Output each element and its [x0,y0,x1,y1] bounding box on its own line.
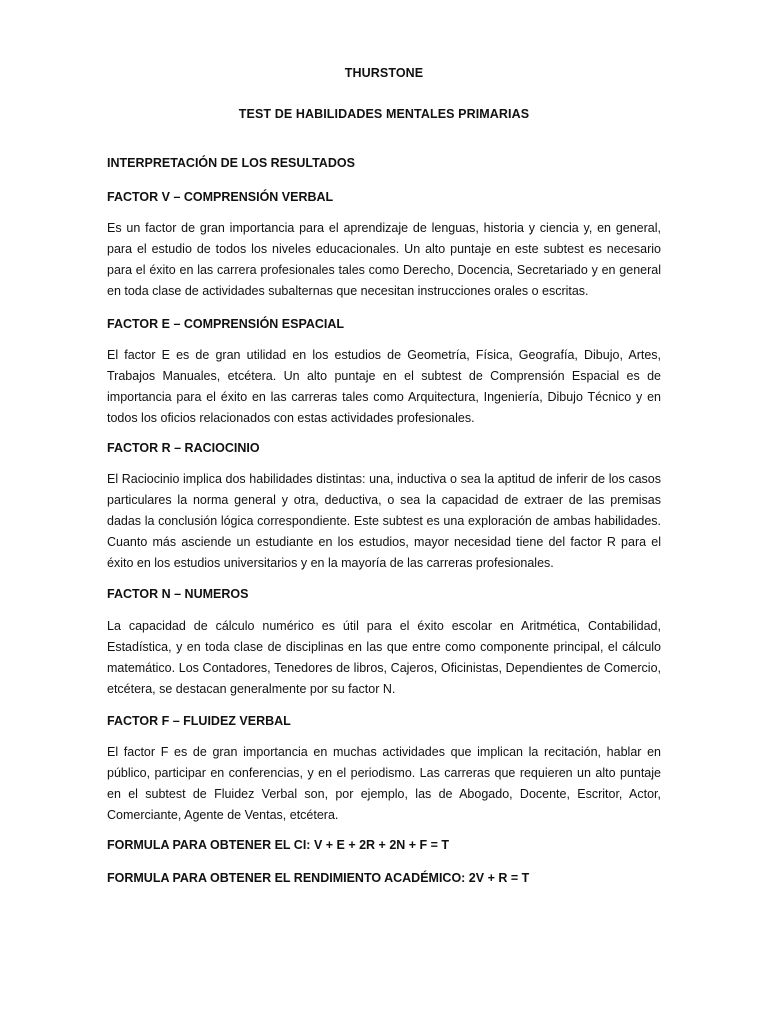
paragraph-line: Es un factor de gran importancia para el aprendizaje de lenguas, historia y ciencia y, en general, [107,221,661,235]
formula-rendimiento: FORMULA PARA OBTENER EL RENDIMIENTO ACADÉMICO: 2V + R = T [107,871,530,885]
factor-f-paragraph [107,742,661,826]
factor-n-heading: FACTOR N – NUMEROS [107,587,249,601]
paragraph-line: El Raciocinio implica dos habilidades distintas: una, inductiva o sea la aptitud de inferir de los casos [107,472,661,486]
formula-ci: FORMULA PARA OBTENER EL CI: V + E + 2R + 2N + F = T [107,838,450,852]
factor-n-paragraph [107,616,661,700]
paragraph-line: El factor F es de gran importancia en muchas actividades que implican la recitación, hablar en [107,745,661,759]
document-title: THURSTONE [344,66,424,80]
paragraph-line: matemático. Los Contadores, Tenedores de libros, Cajeros, Oficinistas, Dependientes de Comercio, [107,661,661,675]
factor-v-paragraph [107,218,661,302]
paragraph-line: La capacidad de cálculo numérico es útil para el éxito escolar en Aritmética, Contabilidad, [107,619,661,633]
paragraph-line: etcétera, se destacan generalmente por su factor N. [107,682,396,696]
paragraph-line: Estadística, y en toda clase de disciplinas en las que entre como componente principal, el cálculo [107,640,661,654]
paragraph-line: en el subtest de Fluidez Verbal son, por ejemplo, las de Abogado, Docente, Escritor, Actor, [107,787,661,801]
paragraph-line: Cuanto más asciende un estudiante en los estudios, mayor necesidad tiene del factor R para el [107,535,661,549]
paragraph-line: particulares la norma general y otra, deductiva, o sea la capacidad de extraer de las premisas [107,493,661,507]
factor-r-heading: FACTOR R – RACIOCINIO [107,441,260,455]
paragraph-line: Comerciante, Agente de Ventas, etcétera. [107,808,339,822]
factor-e-heading: FACTOR E – COMPRENSIÓN ESPACIAL [107,317,345,331]
factor-v-heading: FACTOR V – COMPRENSIÓN VERBAL [107,190,334,204]
section-heading: INTERPRETACIÓN DE LOS RESULTADOS [107,156,355,170]
factor-f-heading: FACTOR F – FLUIDEZ VERBAL [107,714,291,728]
paragraph-line: dadas la conclusión lógica correspondiente. Este subtest es una exploración de ambas habilidades. [107,514,661,528]
factor-r-paragraph [107,469,661,574]
paragraph-line: todos los oficios relacionados con estas actividades profesionales. [107,411,475,425]
paragraph-line: para el estudio de todos los niveles educacionales. Un alto puntaje en este subtest es necesario [107,242,661,256]
paragraph-line: El factor E es de gran utilidad en los estudios de Geometría, Física, Geografía, Dibujo, Artes, [107,348,661,362]
document-subtitle: TEST DE HABILIDADES MENTALES PRIMARIAS [238,107,530,121]
paragraph-line: éxito en los estudios universitarios y en la mayoría de las carreras profesionales. [107,556,554,570]
paragraph-line: público, participar en conferencias, y en el periodismo. Las carreras que requieren un alto puntaje [107,766,661,780]
paragraph-line: importancia para el éxito en las carreras tales como Arquitectura, Ingeniería, Dibujo Técnico y en [107,390,661,404]
factor-e-paragraph [107,345,661,429]
paragraph-line: Trabajos Manuales, etcétera. Un alto puntaje en el subtest de Comprensión Espacial es de [107,369,661,383]
paragraph-line: en toda clase de actividades subalternas que necesitan instrucciones orales o escritas. [107,284,589,298]
paragraph-line: para el éxito en las carrera profesionales tales como Derecho, Docencia, Secretariado y en general [107,263,661,277]
